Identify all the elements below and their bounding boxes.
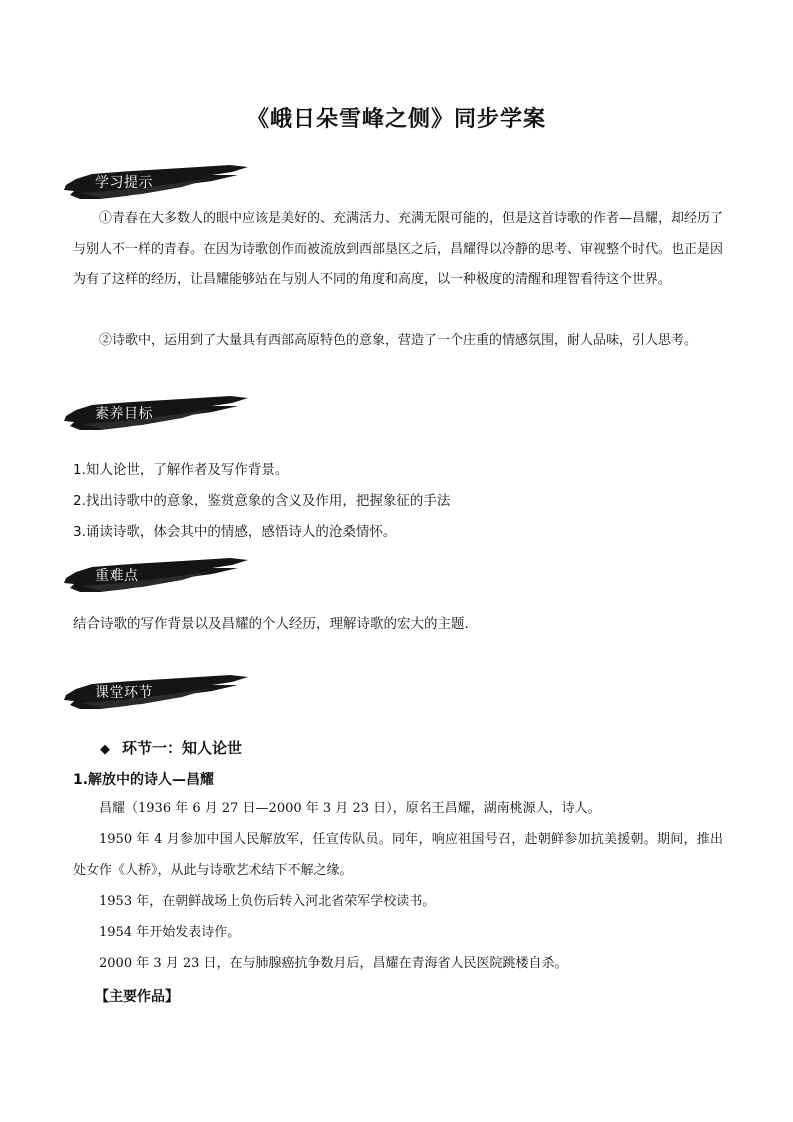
tips-paragraph-2: ②诗歌中，运用到了大量具有西部高原特色的意象，营造了一个庄重的情感氛围，耐人品味，引人思考。 [99, 333, 698, 348]
bio-heading: 1.解放中的诗人—昌耀 [73, 772, 215, 788]
section-header-class [62, 673, 252, 713]
brush-stroke-icon [62, 394, 252, 434]
section-label: 素养目标 [95, 406, 153, 422]
bio-paragraph-4: 1954 年开始发表诗作。 [99, 925, 241, 940]
brush-stroke-icon [62, 163, 252, 203]
brush-stroke-icon [62, 556, 252, 596]
key-point-text: 结合诗歌的写作背景以及昌耀的个人经历，理解诗歌的宏大的主题. [73, 616, 469, 632]
goal-item-2: 2.找出诗歌中的意象，鉴赏意象的含义及作用，把握象征的手法 [73, 493, 451, 509]
diamond-bullet-icon: ◆ [100, 742, 110, 757]
bio-paragraph-5: 2000 年 3 月 23 日，在与肺腺癌抗争数月后，昌耀在青海省人民医院跳楼自杀。 [99, 956, 568, 971]
bio-paragraph-3: 1953 年，在朝鲜战场上负伤后转入河北省荣军学校读书。 [99, 894, 436, 909]
step-heading: ◆ 环节一：知人论世 [100, 739, 243, 757]
section-header-tips [62, 163, 252, 203]
goal-item-1: 1.知人论世，了解作者及写作背景。 [73, 462, 289, 478]
works-heading: 【主要作品】 [95, 989, 179, 1005]
bio-paragraph-1: 昌耀（1936 年 6 月 27 日—2000 年 3 月 23 日），原名王昌耀，湖南桃源人，诗人。 [99, 801, 601, 816]
section-header-key [62, 556, 252, 596]
section-label: 重难点 [95, 568, 139, 584]
section-header-goals [62, 394, 252, 434]
brush-stroke-icon [62, 673, 252, 713]
goal-item-3: 3.诵读诗歌，体会其中的情感，感悟诗人的沧桑情怀。 [73, 524, 397, 540]
section-label: 学习提示 [95, 175, 153, 191]
page-title: 《峨日朵雪峰之侧》同步学案 [246, 106, 546, 132]
bio-paragraph-2: 1950 年 4 月参加中国人民解放军，任宣传队员。同年，响应祖国号召，赴朝鲜参加抗美援朝。期间，推出处女作《人桥》，从此与诗歌艺术结下不解之缘。 [73, 832, 723, 878]
section-label: 课堂环节 [95, 685, 153, 701]
tips-paragraph-1: ①青春在大多数人的眼中应该是美好的、充满活力、充满无限可能的，但是这首诗歌的作者—昌耀，却经历了与别人不一样的青春。在因为诗歌创作而被流放到西部垦区之后，昌耀得以冷静的思考、审视整个时代。也正是因为有了这样的经历，让昌耀能够站在与别人不同的角度和高度，以一种极度的清醒和理智看待这个世界。 [73, 211, 724, 287]
